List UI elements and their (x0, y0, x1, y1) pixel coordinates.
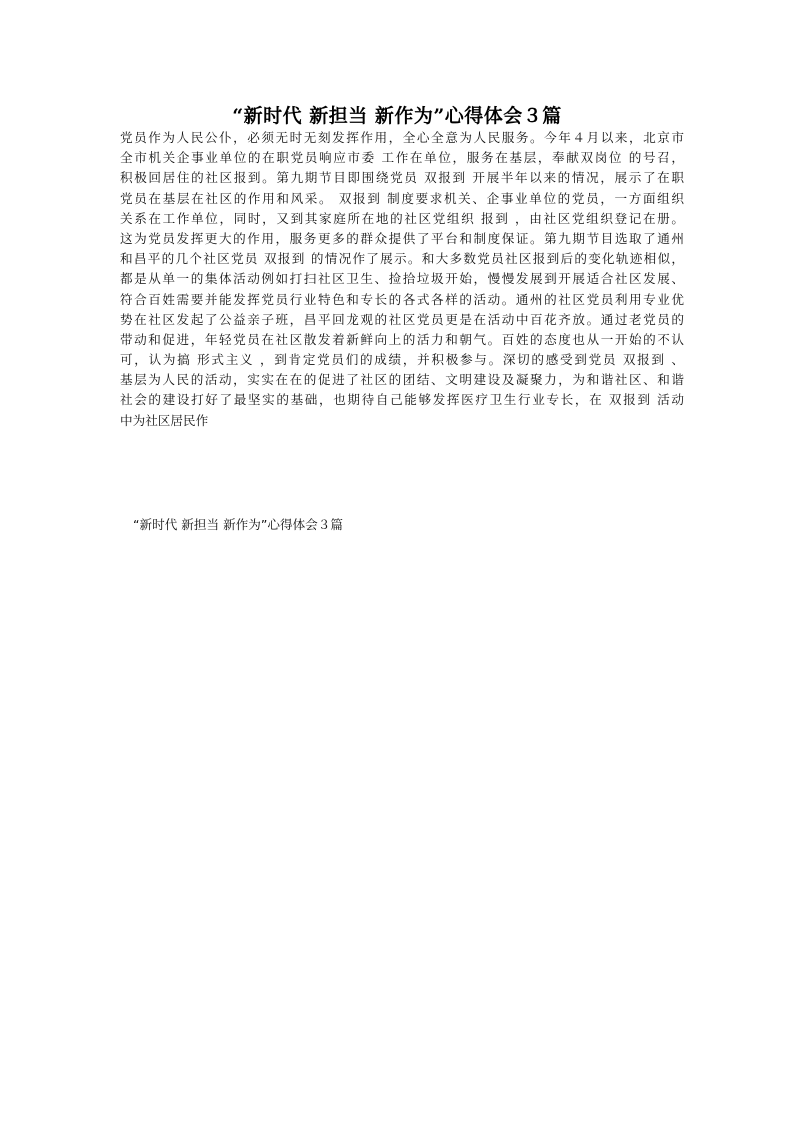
body-line: 关系在工作单位，同时，又到其家庭所在地的社区党组织 报到 ，由社区党组织登记在册。 (120, 210, 684, 226)
body-line: 符合百姓需要并能发挥党员行业特色和专长的各式各样的活动。通州的社区党员利用专业优 (120, 291, 684, 307)
body-line: 可，认为搞 形式主义 ，到肯定党员们的成绩，并积极参与。深切的感受到党员 双报到 、 (120, 352, 684, 368)
body-line: 党员作为人民公仆，必须无时无刻发挥作用，全心全意为人民服务。今年４月以来，北京市 (120, 130, 684, 145)
document-title: “新时代 新担当 新作为”心得体会３篇 (232, 105, 562, 127)
footer-title: “新时代 新担当 新作为”心得体会３篇 (133, 517, 343, 532)
body-line: 带动和促进，年轻党员在社区散发着新鲜向上的活力和朝气。百姓的态度也从一开始的不认 (120, 331, 684, 347)
body-line: 积极回居住的社区报到。第九期节目即围绕党员 双报到 开展半年以来的情况，展示了在职 (120, 170, 684, 186)
body-line: 和昌平的几个社区党员 双报到 的情况作了展示。和大多数党员社区报到后的变化轨迹相似， (120, 251, 684, 267)
body-line: 都是从单一的集体活动例如打扫社区卫生、捡拾垃圾开始，慢慢发展到开展适合社区发展、 (120, 271, 684, 287)
body-line: 势在社区发起了公益亲子班，昌平回龙观的社区党员更是在活动中百花齐放。通过老党员的 (120, 311, 684, 327)
body-line: 社会的建设打好了最坚实的基础，也期待自己能够发挥医疗卫生行业专长，在 双报到 活动 (120, 392, 684, 408)
body-line: 全市机关企事业单位的在职党员响应市委 工作在单位，服务在基层，奉献双岗位 的号召， (120, 150, 684, 166)
body-line: 这为党员发挥更大的作用，服务更多的群众提供了平台和制度保证。第九期节目选取了通州 (120, 230, 684, 246)
body-line: 中为社区居民作 (120, 412, 209, 428)
body-line: 基层为人民的活动，实实在在的促进了社区的团结、文明建设及凝聚力，为和谐社区、和谐 (120, 372, 684, 388)
document-body (120, 128, 684, 431)
body-line: 党员在基层在社区的作用和风采。 双报到 制度要求机关、企事业单位的党员，一方面组织 (120, 190, 684, 206)
